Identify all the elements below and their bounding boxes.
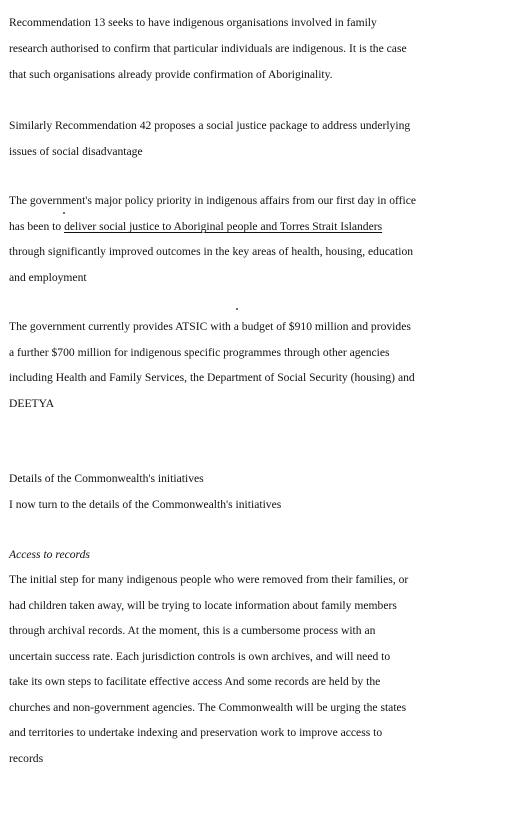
paragraph-line: Similarly Recommendation 42 proposes a social justice package to address underlying: [9, 119, 411, 132]
line-prefix: has been to: [9, 220, 65, 233]
ink-speck: [236, 308, 238, 310]
section-heading: Details of the Commonwealth's initiatives: [9, 472, 204, 485]
section-intro: I now turn to the details of the Commonwealth's initiatives: [9, 498, 282, 511]
paragraph-line: The initial step for many indigenous people who were removed from their families, or: [9, 573, 409, 586]
paragraph-line: including Health and Family Services, the Department of Social Security (housing) and: [9, 371, 415, 384]
paragraph-line: DEETYA: [9, 397, 55, 410]
paragraph-line: a further $700 million for indigenous specific programmes through other agencies: [9, 346, 390, 359]
paragraph-line: Recommendation 13 seeks to have indigenous organisations involved in family: [9, 16, 377, 29]
paragraph-line: churches and non-government agencies. The Commonwealth will be urging the states: [9, 701, 407, 714]
paragraph-line: The government's major policy priority in indigenous affairs from our first day in office: [9, 194, 417, 207]
paragraph-line: and territories to undertake indexing and preservation work to improve access to: [9, 726, 383, 739]
paragraph-line: take its own steps to facilitate effective access And some records are held by the: [9, 675, 381, 688]
paragraph-line: research authorised to confirm that particular individuals are indigenous. It is the case: [9, 42, 407, 55]
paragraph-line: uncertain success rate. Each jurisdiction controls is own archives, and will need to: [9, 650, 391, 663]
subheading: Access to records: [9, 548, 90, 561]
paragraph-line: and employment: [9, 271, 87, 284]
paragraph-line: records: [9, 752, 44, 765]
paragraph-line: The government currently provides ATSIC with a budget of $910 million and provides: [9, 320, 411, 333]
paragraph-line: issues of social disadvantage: [9, 145, 143, 158]
underlined-phrase: deliver social justice to Aboriginal people and Torres Strait Islanders: [64, 220, 383, 233]
paragraph-line: had children taken away, will be trying to locate information about family members: [9, 599, 397, 612]
ink-speck: [63, 212, 65, 214]
paragraph-line: through significantly improved outcomes in the key areas of health, housing, education: [9, 245, 414, 258]
paragraph-line: that such organisations already provide confirmation of Aboriginality.: [9, 68, 333, 81]
paragraph-line: [9, 220, 382, 234]
paragraph-line: through archival records. At the moment, this is a cumbersome process with an: [9, 624, 376, 637]
